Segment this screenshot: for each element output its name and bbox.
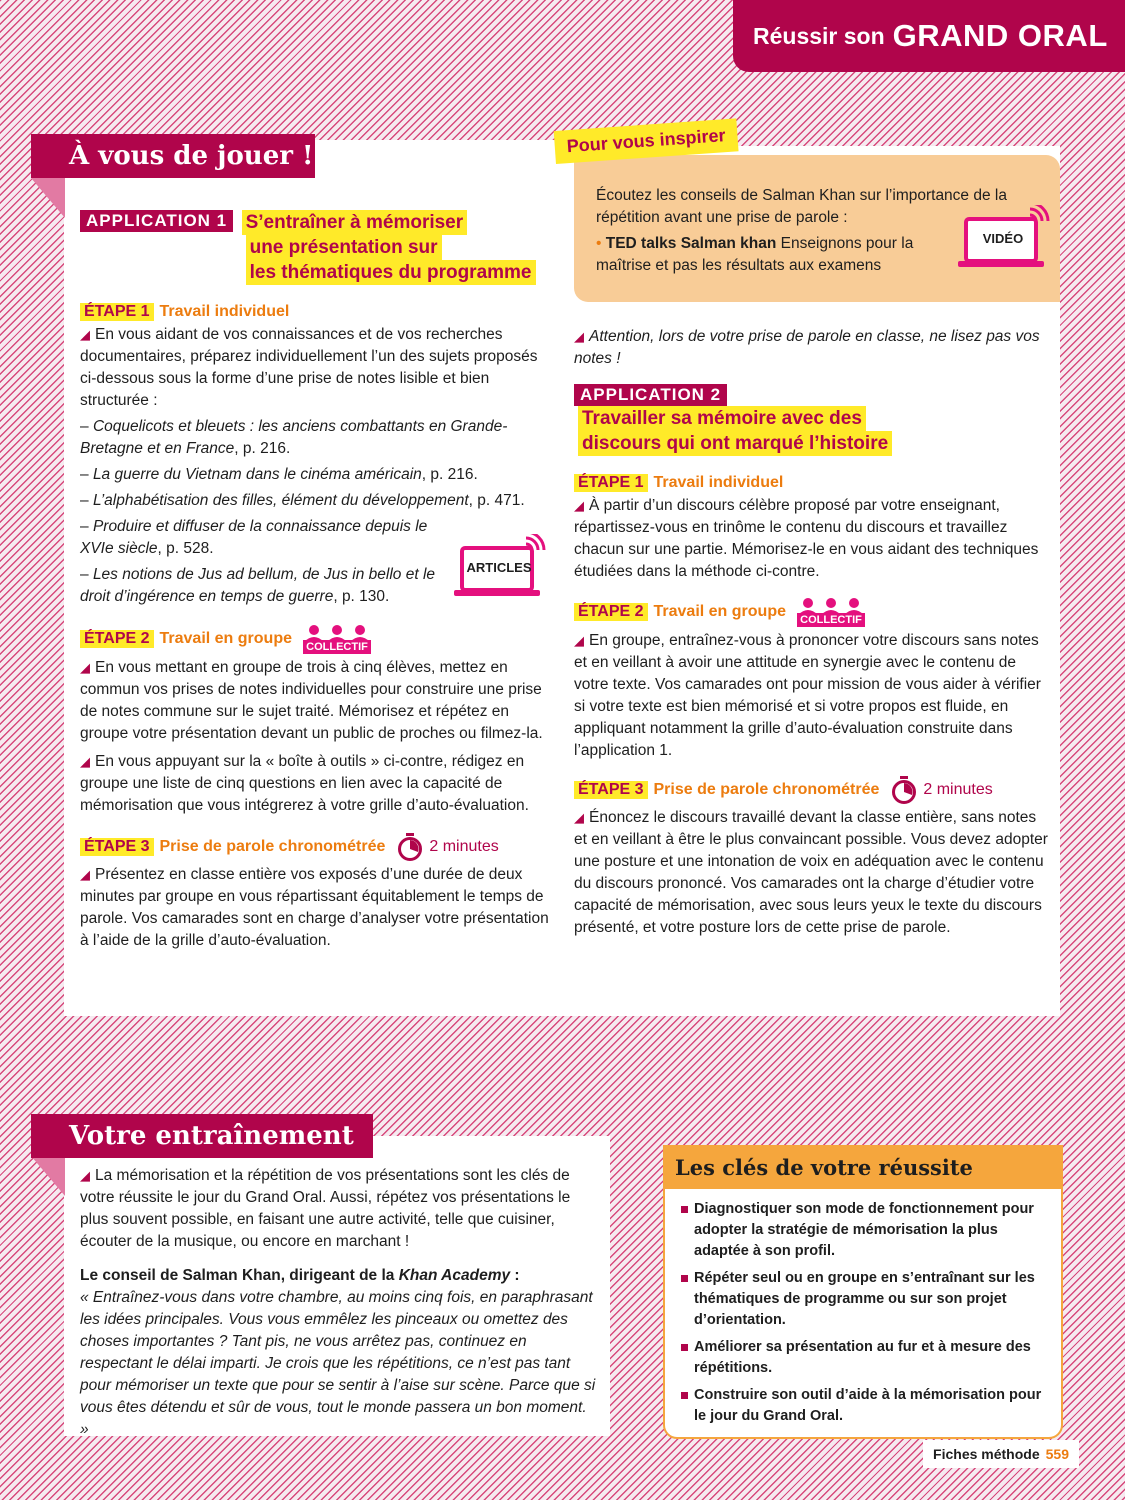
arrow-marker-icon: ◢ (80, 867, 90, 882)
app1 (80, 210, 550, 952)
app2-step1-num: ÉTAPE 1 (574, 474, 648, 492)
brand-prefix: Réussir son (753, 22, 885, 49)
app2-step3-text: ◢ Énoncez le discours travaillé devant la classe entière, sans notes et en veillant à être le plus convaincant possible. Vous devez adopter une posture et une intonation de voix en adéquation avec le contenu du discours prononcé. Vos camarades ont la charge d’étudier votre capacité de mémorisation, avec sous leurs yeux le texte du discours présenté, et votre posture lors de cette prise de parole. (574, 809, 1048, 936)
app2-step1 (574, 474, 1048, 583)
app2-header (574, 384, 1048, 456)
app1-title (242, 210, 536, 285)
app1-step1-text (80, 324, 550, 412)
app2-step2-heading (574, 597, 1048, 627)
keys-list (665, 1189, 1061, 1427)
app2-step2-num: ÉTAPE 2 (574, 603, 648, 621)
app2-step1-label: Travail individuel (653, 474, 784, 491)
chrono (397, 833, 498, 861)
app1-step3-label: Prise de parole chronométrée (159, 838, 386, 855)
list-item: Améliorer sa présentation au fur et à mesure des répétitions. (681, 1337, 1049, 1379)
app1-step1-label: Travail individuel (159, 303, 290, 320)
app1-step1-body: En vous aidant de vos connaissances et de vos recherches documentaires, préparez individuellement l’un des sujets proposés ci-dessous sous la forme d’une prise de notes lisible et bien structurée : (80, 326, 538, 409)
collectif-badge (796, 597, 866, 627)
keys-title: Les clés de votre réussite (665, 1147, 1061, 1189)
app1-step2-heading (80, 624, 550, 654)
advice-heading: Le conseil de Salman Khan, dirigeant de la Khan Academy : (80, 1267, 520, 1284)
app1-step3-num: ÉTAPE 3 (80, 838, 154, 856)
app2-step3-heading (574, 776, 1048, 804)
arrow-marker-icon: ◢ (574, 633, 584, 648)
section1-fold (31, 178, 65, 218)
arrow-marker-icon: ◢ (80, 327, 90, 342)
app1-step1-num: ÉTAPE 1 (80, 303, 154, 321)
app2-step3-label: Prise de parole chronométrée (653, 781, 880, 798)
articles-label: ARTICLES (466, 560, 532, 575)
list-item: – Coquelicots et bleuets : les anciens combattants en Grande-Bretagne et en France, p. 216. (80, 418, 508, 457)
section2-title: Votre entraînement (31, 1114, 373, 1158)
app1-title-line-3: les thématiques du programme (246, 260, 536, 285)
app2-title-line-2: discours qui ont marqué l’histoire (578, 431, 892, 456)
advice-quote: « Entraînez-vous dans votre chambre, au moins cinq fois, en paraphrasant les idées principales. Vous vous emmêlez les pinceaux ou omettez des choses importantes ? Tant pis, ne vous arrêtez pas, continuez en respectant le délai imparti. Je crois que les répétitions, ce n’est pas tant pour mémoriser un texte que pour se sentir à l’aise sur scène. Parce que si vous êtes détendu et sûr de vous, tout le monde passera un bon moment. » (80, 1289, 596, 1438)
app2-title (578, 406, 892, 456)
articles-laptop-icon (454, 534, 546, 604)
section1-title: À vous de jouer ! (31, 134, 315, 178)
app2-step1-text: ◢ À partir d’un discours célèbre proposé par votre enseignant, répartissez-vous en trinôme le contenu du discours et travaillez chacun sur une partie. Mémorisez-le en vous aidant des techniques étudiées dans la méthode ci-contre. (574, 497, 1039, 580)
app2-step1-heading (574, 474, 1048, 492)
app1-title-line-2: une présentation sur (246, 235, 442, 260)
arrow-marker-icon: ◢ (80, 754, 90, 769)
brand-header (733, 0, 1125, 72)
arrow-marker-icon: ◢ (574, 329, 584, 344)
inspire-link[interactable]: • TED talks Salman khan Enseignons pour la maîtrise et pas les résultats aux examens (596, 235, 914, 274)
list-item: Diagnostiquer son mode de fonctionnement pour adopter la stratégie de mémorisation la plus adaptée à son profil. (681, 1199, 1049, 1262)
app1-step1 (80, 303, 550, 608)
inspire-tag: Pour vous inspirer (554, 118, 739, 164)
footer-label: Fiches méthode (933, 1446, 1040, 1462)
app1-step2-p1: ◢ En vous mettant en groupe de trois à cinq élèves, mettez en commun vos prises de notes individuelles pour construire une prise de notes commune sur le sujet traité. Mémorisez et répétez en groupe votre présentation devant un public de proches ou filmez-la. (80, 659, 543, 742)
app1-step1-heading (80, 303, 550, 321)
collectif-badge (302, 624, 372, 654)
app1-step1-list (80, 416, 550, 608)
section2-fold (31, 1156, 65, 1196)
app2-title-line-1: Travailler sa mémoire avec des (578, 406, 866, 431)
brand-main: GRAND ORAL (892, 18, 1108, 53)
page-number: 559 (1045, 1446, 1069, 1462)
arrow-marker-icon: ◢ (574, 498, 584, 513)
app1-step3-text: ◢ Présentez en classe entière vos exposés d’une durée de deux minutes par groupe en vous répartissant équitablement le temps de parole. Vos camarades sont en charge d’analyser votre présentation à l’aide de la grille d’auto-évaluation. (80, 866, 549, 949)
chrono (891, 776, 992, 804)
app2 (574, 326, 1048, 939)
app1-title-line-1: S’entraîner à mémoriser (242, 210, 468, 235)
inspire-text: Écoutez les conseils de Salman Khan sur l’importance de la répétition avant une prise de parole : (596, 187, 1007, 226)
list-item: Répéter seul ou en groupe en s’entraînant sur les thématiques de programme ou sur son projet d’orientation. (681, 1268, 1049, 1331)
stopwatch-icon (891, 776, 917, 804)
list-item: – Produire et diffuser de la connaissance depuis le XVIe siècle, p. 528. (80, 518, 428, 557)
collectif-label: COLLECTIF (797, 613, 865, 627)
arrow-marker-icon: ◢ (574, 810, 584, 825)
chrono-duration: 2 minutes (429, 838, 499, 855)
app2-tag: APPLICATION 2 (574, 384, 727, 406)
app1-step2-p2: ◢ En vous appuyant sur la « boîte à outils » ci-contre, rédigez en groupe une liste de cinq questions en lien avec la capacité de mémorisation que vous intégrerez à votre grille d’auto-évaluation. (80, 753, 529, 814)
app1-step2 (80, 624, 550, 817)
list-item: – Les notions de Jus ad bellum, de Jus in bello et le droit d’ingérence en temps de guerre, p. 130. (80, 566, 436, 605)
keys-box (663, 1145, 1063, 1439)
chrono-duration: 2 minutes (923, 781, 993, 798)
list-item: Construire son outil d’aide à la mémorisation pour le jour du Grand Oral. (681, 1385, 1049, 1427)
list-item: – L’alphabétisation des filles, élément du développement, p. 471. (80, 492, 525, 509)
video-laptop-icon[interactable] (958, 205, 1050, 275)
arrow-marker-icon: ◢ (80, 1168, 90, 1183)
app1-tag: APPLICATION 1 (80, 210, 233, 232)
app1-header (80, 210, 550, 285)
app1-step2-label: Travail en groupe (159, 630, 292, 647)
app2-step3-num: ÉTAPE 3 (574, 781, 648, 799)
app2-step2 (574, 597, 1048, 762)
app2-step2-text: ◢ En groupe, entraînez-vous à prononcer votre discours sans notes et en veillant à avoir une attitude en synergie avec le contenu de votre texte. Vos camarades ont pour mission de vous aider à vérifier si votre texte est bien mémorisé et si votre propos est fluide, en appliquant notamment la grille d’auto-évaluation construite dans l’application 1. (574, 632, 1041, 759)
collectif-label: COLLECTIF (303, 640, 371, 654)
app1-step2-num: ÉTAPE 2 (80, 630, 154, 648)
page-footer (923, 1440, 1079, 1468)
section2-intro: ◢ La mémorisation et la répétition de vos présentations sont les clés de votre réussite le jour du Grand Oral. Aussi, répétez vos présentations le plus souvent possible, en faisant une autre activité, telle que cuisiner, écouter de la musique, ou encore en marchant ! (80, 1167, 571, 1250)
list-item: – La guerre du Vietnam dans le cinéma américain, p. 216. (80, 466, 478, 483)
video-label: VIDÉO (982, 231, 1024, 246)
section2-body (80, 1165, 598, 1441)
app2-step2-label: Travail en groupe (653, 603, 786, 620)
app1-step3-heading (80, 833, 550, 861)
stopwatch-icon (397, 833, 423, 861)
attention-note: ◢ Attention, lors de votre prise de parole en classe, ne lisez pas vos notes ! (574, 328, 1040, 367)
arrow-marker-icon: ◢ (80, 660, 90, 675)
app1-step3 (80, 833, 550, 952)
app2-step3 (574, 776, 1048, 939)
inspire-box (574, 155, 1060, 302)
